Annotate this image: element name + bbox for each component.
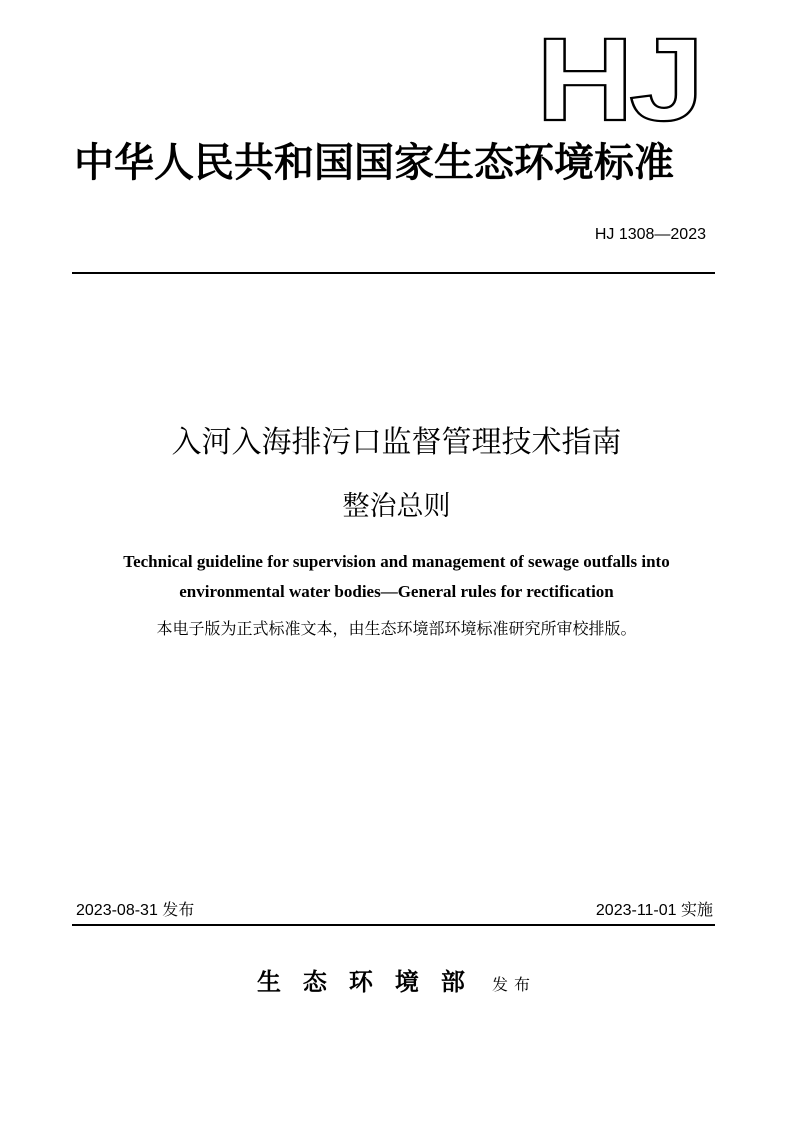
org-title: 中华人民共和国国家生态环境标准 — [74, 139, 674, 186]
hj-logo — [533, 36, 703, 126]
english-title — [0, 547, 793, 607]
bottom-divider — [72, 924, 715, 926]
publisher-line — [0, 962, 793, 1005]
english-title-line-2: environmental water bodies—General rules for rectification — [179, 582, 614, 601]
publisher-action: 发布 — [492, 975, 537, 994]
electronic-edition-notice: 本电子版为正式标准文本，由生态环境部环境标准研究所审校排版。 — [156, 619, 637, 638]
document-subtitle: 整治总则 — [342, 491, 451, 522]
document-title: 入河入海排污口监督管理技术指南 — [171, 425, 622, 460]
top-divider — [72, 272, 715, 274]
english-title-line-1: Technical guideline for supervision and management of sewage outfalls into — [123, 552, 670, 571]
implementation-date: 2023-11-01 实施 — [595, 902, 713, 919]
publisher-name: 生态环境部 — [256, 967, 487, 996]
issue-date: 2023-08-31 发布 — [76, 902, 195, 919]
standard-number: HJ 1308—2023 — [594, 226, 706, 243]
hj-logo-text: HJ — [536, 36, 700, 126]
